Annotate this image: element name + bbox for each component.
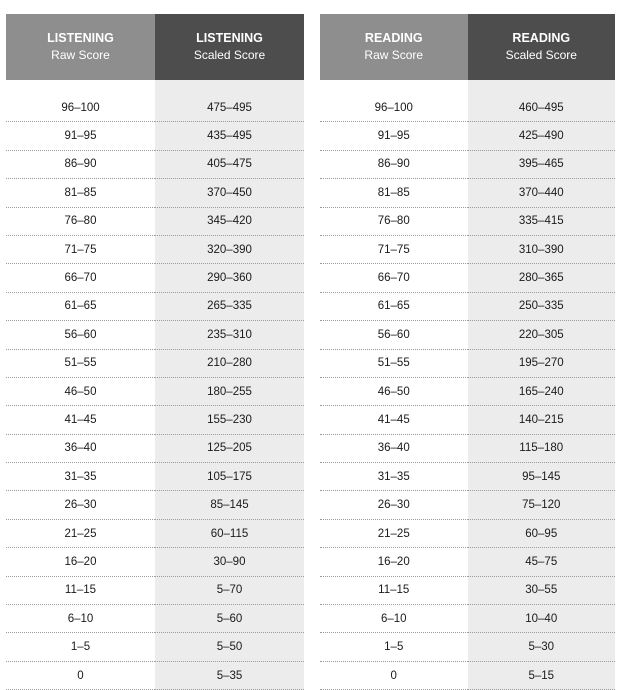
raw-score-cell: 91–95	[6, 122, 155, 150]
raw-score-cell: 6–10	[320, 605, 468, 633]
table-row	[6, 349, 304, 377]
scaled-score-cell: 265–335	[155, 292, 304, 320]
table-row	[320, 377, 615, 405]
raw-score-cell: 11–15	[320, 576, 468, 604]
table-row	[6, 321, 304, 349]
scaled-score-cell: 10–40	[468, 605, 616, 633]
table-row	[320, 122, 615, 150]
table-row	[320, 463, 615, 491]
scaled-score-cell: 5–35	[155, 661, 304, 689]
raw-score-cell: 51–55	[6, 349, 155, 377]
raw-score-cell: 26–30	[320, 491, 468, 519]
scaled-score-cell: 370–440	[468, 179, 616, 207]
scaled-score-cell: 370–450	[155, 179, 304, 207]
scaled-score-cell: 320–390	[155, 235, 304, 263]
scaled-score-cell: 5–15	[468, 661, 616, 689]
table-row	[6, 179, 304, 207]
table-row	[6, 519, 304, 547]
scaled-score-cell: 5–30	[468, 633, 616, 661]
raw-score-cell: 86–90	[6, 150, 155, 178]
raw-score-cell: 0	[320, 661, 468, 689]
table-row	[320, 179, 615, 207]
raw-score-cell: 76–80	[6, 207, 155, 235]
scaled-score-cell: 105–175	[155, 463, 304, 491]
scaled-score-cell: 60–95	[468, 519, 616, 547]
table-row	[320, 491, 615, 519]
raw-score-cell: 36–40	[320, 434, 468, 462]
raw-score-cell: 96–100	[6, 94, 155, 122]
header-subtitle: Scaled Score	[505, 48, 577, 62]
table-row	[320, 292, 615, 320]
scaled-score-cell: 125–205	[155, 434, 304, 462]
table-row	[6, 377, 304, 405]
table-row	[320, 94, 615, 122]
table-row	[6, 235, 304, 263]
raw-score-cell: 21–25	[6, 519, 155, 547]
scaled-score-cell: 220–305	[468, 321, 616, 349]
scaled-score-cell: 140–215	[468, 406, 616, 434]
scaled-score-cell: 425–490	[468, 122, 616, 150]
raw-score-cell: 61–65	[6, 292, 155, 320]
raw-score-cell: 46–50	[320, 377, 468, 405]
table-row	[6, 292, 304, 320]
raw-score-cell: 21–25	[320, 519, 468, 547]
raw-score-cell: 31–35	[320, 463, 468, 491]
reading-table-body	[320, 80, 615, 690]
scaled-score-cell: 405–475	[155, 150, 304, 178]
scaled-score-cell: 45–75	[468, 548, 616, 576]
reading-scaled-score-header	[468, 14, 616, 80]
header-subtitle: Scaled Score	[193, 48, 266, 62]
scaled-score-cell: 115–180	[468, 434, 616, 462]
spacer-cell	[6, 80, 155, 94]
scaled-score-cell: 235–310	[155, 321, 304, 349]
table-row	[6, 434, 304, 462]
table-row	[6, 94, 304, 122]
table-row	[6, 576, 304, 604]
raw-score-cell: 56–60	[6, 321, 155, 349]
table-row	[6, 150, 304, 178]
scaled-score-cell: 30–90	[155, 548, 304, 576]
scaled-score-cell: 310–390	[468, 235, 616, 263]
raw-score-cell: 61–65	[320, 292, 468, 320]
scaled-score-cell: 290–360	[155, 264, 304, 292]
table-row	[6, 207, 304, 235]
reading-raw-score-header	[320, 14, 468, 80]
scaled-score-cell: 460–495	[468, 94, 616, 122]
scaled-score-cell: 5–60	[155, 605, 304, 633]
raw-score-cell: 81–85	[6, 179, 155, 207]
table-row	[6, 491, 304, 519]
raw-score-cell: 11–15	[6, 576, 155, 604]
table-row	[6, 548, 304, 576]
table-row	[6, 463, 304, 491]
scaled-score-cell: 5–70	[155, 576, 304, 604]
table-row	[320, 349, 615, 377]
raw-score-cell: 41–45	[320, 406, 468, 434]
raw-score-cell: 81–85	[320, 179, 468, 207]
raw-score-cell: 51–55	[320, 349, 468, 377]
raw-score-cell: 56–60	[320, 321, 468, 349]
raw-score-cell: 1–5	[6, 633, 155, 661]
raw-score-cell: 31–35	[6, 463, 155, 491]
header-title: READING	[512, 31, 571, 45]
header-title: LISTENING	[47, 31, 114, 45]
raw-score-cell: 0	[6, 661, 155, 689]
table-row	[320, 321, 615, 349]
table-row	[320, 605, 615, 633]
scaled-score-cell: 155–230	[155, 406, 304, 434]
table-row	[320, 235, 615, 263]
scaled-score-cell: 345–420	[155, 207, 304, 235]
header-spacer-row	[320, 80, 615, 94]
raw-score-cell: 6–10	[6, 605, 155, 633]
raw-score-cell: 1–5	[320, 633, 468, 661]
listening-header-row	[6, 14, 304, 80]
raw-score-cell: 16–20	[320, 548, 468, 576]
scaled-score-cell: 95–145	[468, 463, 616, 491]
raw-score-cell: 66–70	[320, 264, 468, 292]
spacer-cell	[320, 80, 468, 94]
scaled-score-cell: 60–115	[155, 519, 304, 547]
scaled-score-cell: 5–50	[155, 633, 304, 661]
scaled-score-cell: 335–415	[468, 207, 616, 235]
listening-table-body	[6, 80, 304, 690]
raw-score-cell: 76–80	[320, 207, 468, 235]
listening-raw-score-header	[6, 14, 155, 80]
table-row	[6, 264, 304, 292]
scaled-score-cell: 180–255	[155, 377, 304, 405]
table-row	[6, 122, 304, 150]
raw-score-cell: 86–90	[320, 150, 468, 178]
table-row	[320, 519, 615, 547]
scaled-score-cell: 395–465	[468, 150, 616, 178]
raw-score-cell: 41–45	[6, 406, 155, 434]
header-subtitle: Raw Score	[364, 48, 424, 62]
raw-score-cell: 66–70	[6, 264, 155, 292]
reading-header-row	[320, 14, 615, 80]
scaled-score-cell: 210–280	[155, 349, 304, 377]
table-row	[320, 406, 615, 434]
header-subtitle: Raw Score	[51, 48, 110, 62]
header-spacer-row	[6, 80, 304, 94]
raw-score-cell: 71–75	[6, 235, 155, 263]
header-title: LISTENING	[196, 31, 263, 45]
spacer-cell	[155, 80, 304, 94]
reading-score-table	[320, 14, 615, 690]
scaled-score-cell: 435–495	[155, 122, 304, 150]
scaled-score-cell: 280–365	[468, 264, 616, 292]
scaled-score-cell: 30–55	[468, 576, 616, 604]
table-row	[6, 406, 304, 434]
raw-score-cell: 91–95	[320, 122, 468, 150]
raw-score-cell: 26–30	[6, 491, 155, 519]
scaled-score-cell: 250–335	[468, 292, 616, 320]
table-row	[320, 434, 615, 462]
table-row	[6, 633, 304, 661]
listening-score-table	[6, 14, 304, 690]
table-row	[320, 548, 615, 576]
table-row	[320, 264, 615, 292]
spacer-cell	[468, 80, 616, 94]
table-row	[320, 150, 615, 178]
listening-scaled-score-header	[155, 14, 304, 80]
table-row	[6, 605, 304, 633]
header-title: READING	[364, 31, 423, 45]
raw-score-cell: 36–40	[6, 434, 155, 462]
table-row	[320, 633, 615, 661]
scaled-score-cell: 85–145	[155, 491, 304, 519]
scaled-score-cell: 165–240	[468, 377, 616, 405]
raw-score-cell: 16–20	[6, 548, 155, 576]
scaled-score-cell: 195–270	[468, 349, 616, 377]
raw-score-cell: 96–100	[320, 94, 468, 122]
raw-score-cell: 71–75	[320, 235, 468, 263]
table-row	[320, 207, 615, 235]
scaled-score-cell: 475–495	[155, 94, 304, 122]
scaled-score-cell: 75–120	[468, 491, 616, 519]
raw-score-cell: 46–50	[6, 377, 155, 405]
table-row	[320, 576, 615, 604]
